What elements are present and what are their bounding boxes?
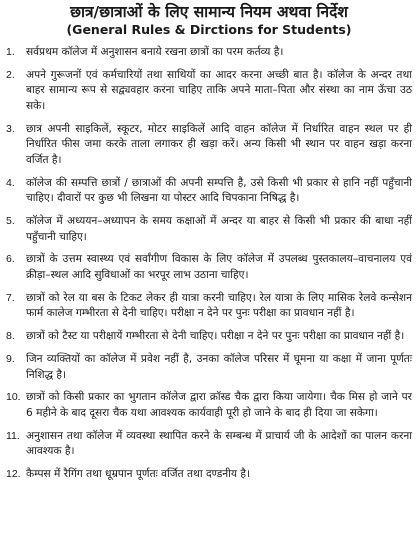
- rule-number: 1.: [6, 46, 15, 58]
- page-title: छात्र/छात्राओं के लिए सामान्य नियम अथवा निर्देश: [70, 3, 348, 21]
- rule-number: 11.: [6, 429, 20, 442]
- rule-number: 9.: [6, 353, 15, 365]
- rule-number: 8.: [6, 330, 15, 343]
- rule-text: कॉलेज में अध्ययन–अध्यापन के समय कक्षाओं में अन्दर या बाहर से किसी भी प्रकार की बाधा नहीं पहुँचानी चाहिए।: [26, 215, 412, 243]
- rules-list: [6, 45, 412, 483]
- rule-text: अनुशासन तथा कॉलेज में व्यवस्था स्थापित करने के सम्बन्ध में प्राचार्य जी के आदेशों का पालन करना आवश्यक है।: [26, 429, 412, 458]
- rule-number: 12.: [6, 468, 21, 481]
- rule-text: जिन व्यक्तियों का कॉलेज में प्रवेश नहीं है, उनका कॉलेज परिसर में घूमना या कक्षा में जाना पूर्णतः निशिद्ध है।: [26, 353, 412, 381]
- rule-text: सर्वप्रथम कॉलेज में अनुशासन बनाये रखना छात्रों का परम कर्तव्य है।: [26, 46, 284, 58]
- rule-item-1: [6, 45, 412, 61]
- rule-item-12: [6, 467, 412, 483]
- rule-item-11: [6, 429, 412, 460]
- rule-text: छात्रों को रेल या बस के टिकट लेकर ही यात्रा करनी चाहिए। रेल यात्रा के लिए मासिक रेलवे कन्सेशन फार्म कालेज गम्भीरता से देनी चाहिए। परीक्षा न देने पर पुनः परीक्षा का प्रावधान नहीं है।: [26, 291, 412, 320]
- rule-number: 2.: [6, 68, 15, 81]
- rule-item-8: [6, 329, 412, 345]
- page-subtitle: (General Rules & Dirctions for Students): [66, 22, 352, 37]
- rule-text: कॉलेज की सम्पत्ति छात्रों / छात्राओं की अपनी सम्पत्ति है, उसे किसी भी प्रकार से हानि नहीं पहुँचानी चाहिए। दीवारों पर कुछ भी लिखना या पोस्टर आदि चिपकाना निषिद्ध है।: [26, 176, 412, 205]
- rule-number: 10.: [6, 391, 21, 404]
- rule-number: 7.: [6, 291, 15, 304]
- rule-item-5: [6, 214, 412, 245]
- rule-number: 6.: [6, 253, 15, 266]
- rule-item-4: [6, 176, 412, 207]
- rule-item-7: [6, 291, 412, 322]
- rule-text: अपने गुरूजनों एवं कर्मचारियों तथा साथियों का आदर करना अच्छी बात है। कॉलेज के अन्दर तथा बाहर सामान्य रूप से सद्व्यवहार करना चाहिए ताकि अपने माता–पिता और संस्था का नाम ऊँचा उठ सके।: [26, 68, 412, 112]
- rule-number: 4.: [6, 176, 15, 189]
- rule-number: 5.: [6, 215, 15, 228]
- rule-text: छात्र अपनी साइकिलें, स्कूटर, मोटर साइकिलें आदि वाहन कॉलेज में निर्धारित वाहन स्थल पर ही निर्धारित फीस जमा करके ताला लगाकर ही खड़ा करें। अन्य किसी भी स्थान पर वाहन खड़ा करना वर्जित है।: [26, 122, 412, 166]
- rule-item-2: [6, 68, 412, 115]
- rule-text: छात्रों को किसी प्रकार का भुगतान कॉलेज द्वारा क्रॉस्ड चैक द्वारा किया जायेगा। चैक मिस हो जाने पर 6 महीने के बाद दूसरा चैक यथा आवश्यक कार्यवाही पूरी हो जाने के बाद ही दिया जा सकेगा।: [26, 391, 412, 419]
- rule-item-9: [6, 352, 412, 383]
- rule-text: छात्रों को टैस्ट या परीक्षायें गम्भीरता से देनी चाहिए। परीक्षा न देने पर पुनः परीक्षा का प्रावधान नहीं है।: [26, 330, 405, 343]
- rule-text: कैम्पस में रैगिंग तथा धूम्रपान पूर्णतः वर्जित तथा दण्डनीय है।: [26, 468, 251, 481]
- rule-item-10: [6, 390, 412, 421]
- rule-text: छात्रों के उत्तम स्वास्थ्य एवं सर्वांगीण विकास के लिए कॉलेज में उपलब्ध पुस्तकालय–वाचनालय एवं क्रीड़ा–स्थल आदि सुविधाओं का भरपूर लाभ उठाना चाहिए।: [26, 253, 412, 282]
- rule-item-3: [6, 122, 412, 169]
- rule-item-6: [6, 252, 412, 283]
- rule-number: 3.: [6, 122, 15, 135]
